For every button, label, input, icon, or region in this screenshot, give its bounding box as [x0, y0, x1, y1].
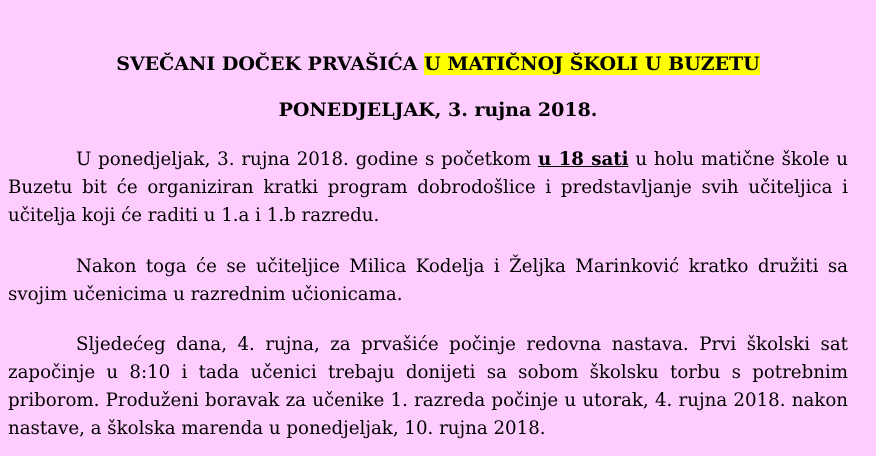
- paragraph-welcome-program: [8, 146, 848, 230]
- title-plain-text: SVEČANI DOČEK PRVAŠIĆA: [116, 53, 425, 75]
- paragraph-first-day-info: Sljedećeg dana, 4. rujna, za prvašiće počinje redovna nastava. Prvi školski sat započinje u 8:10 i tada učenici trebaju donijeti sa sobom školsku torbu s potrebnim priborom. Produženi boravak za učenike 1. razreda počinje u utorak, 4. rujna 2018. nakon nastave, a školska marenda u ponedjeljak, 10. rujna 2018.: [8, 334, 848, 439]
- paragraph-teachers-meeting: Nakon toga će se učiteljice Milica Kodelja i Željka Marinković kratko družiti sa svojim učenicima u razrednim učionicama.: [8, 256, 848, 305]
- paragraph-1-start: U ponedjeljak, 3. rujna 2018. godine s početkom: [76, 149, 538, 170]
- document-date-heading: PONEDJELJAK, 3. rujna 2018.: [278, 99, 598, 121]
- title-highlighted-text: U MATIČNOJ ŠKOLI U BUZETU: [424, 53, 760, 75]
- start-time-emphasis: u 18 sati: [537, 149, 629, 170]
- paragraph-1-end: u holu matične škole u Buzetu bit će organiziran kratki program dobrodošlice i predstavljanje svih učiteljica i učitelja koji će raditi u 1.a i 1.b razredu.: [8, 149, 849, 226]
- document-title: [0, 52, 876, 76]
